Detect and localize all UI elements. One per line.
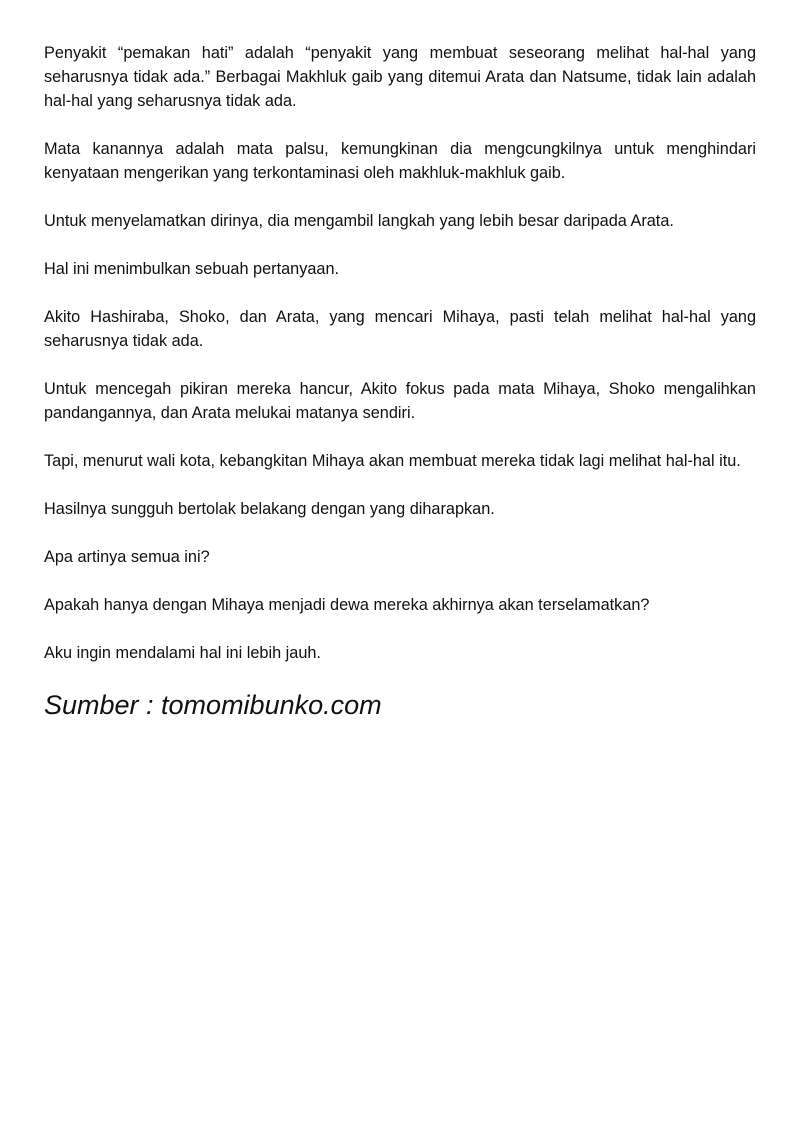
paragraph: Apa artinya semua ini?	[44, 548, 210, 566]
paragraph: Akito Hashiraba, Shoko, dan Arata, yang mencari Mihaya, pasti telah melihat hal-hal yang seharusnya tidak ada.	[44, 308, 756, 350]
paragraph: Apakah hanya dengan Mihaya menjadi dewa mereka akhirnya akan terselamatkan?	[44, 596, 650, 614]
paragraph: Hal ini menimbulkan sebuah pertanyaan.	[44, 260, 340, 278]
paragraph: Penyakit “pemakan hati” adalah “penyakit yang membuat seseorang melihat hal-hal yang seharusnya tidak ada.” Berbagai Makhluk gaib yang ditemui Arata dan Natsume, tidak lain adalah hal-hal yang seharusnya tidak ada.	[44, 44, 756, 110]
paragraph: Mata kanannya adalah mata palsu, kemungkinan dia mengcungkilnya untuk menghindari kenyataan mengerikan yang terkontaminasi oleh makhluk-makhluk gaib.	[44, 140, 756, 182]
paragraph: Untuk menyelamatkan dirinya, dia mengambil langkah yang lebih besar daripada Arata.	[44, 212, 674, 230]
source-credit: Sumber : tomomibunko.com	[44, 690, 382, 720]
paragraph: Untuk mencegah pikiran mereka hancur, Akito fokus pada mata Mihaya, Shoko mengalihkan pandangannya, dan Arata melukai matanya sendiri.	[44, 380, 756, 422]
paragraph: Aku ingin mendalami hal ini lebih jauh.	[44, 644, 321, 662]
document-body	[44, 41, 756, 721]
paragraph: Hasilnya sungguh bertolak belakang dengan yang diharapkan.	[44, 500, 495, 518]
paragraph: Tapi, menurut wali kota, kebangkitan Mihaya akan membuat mereka tidak lagi melihat hal-hal itu.	[44, 452, 741, 470]
